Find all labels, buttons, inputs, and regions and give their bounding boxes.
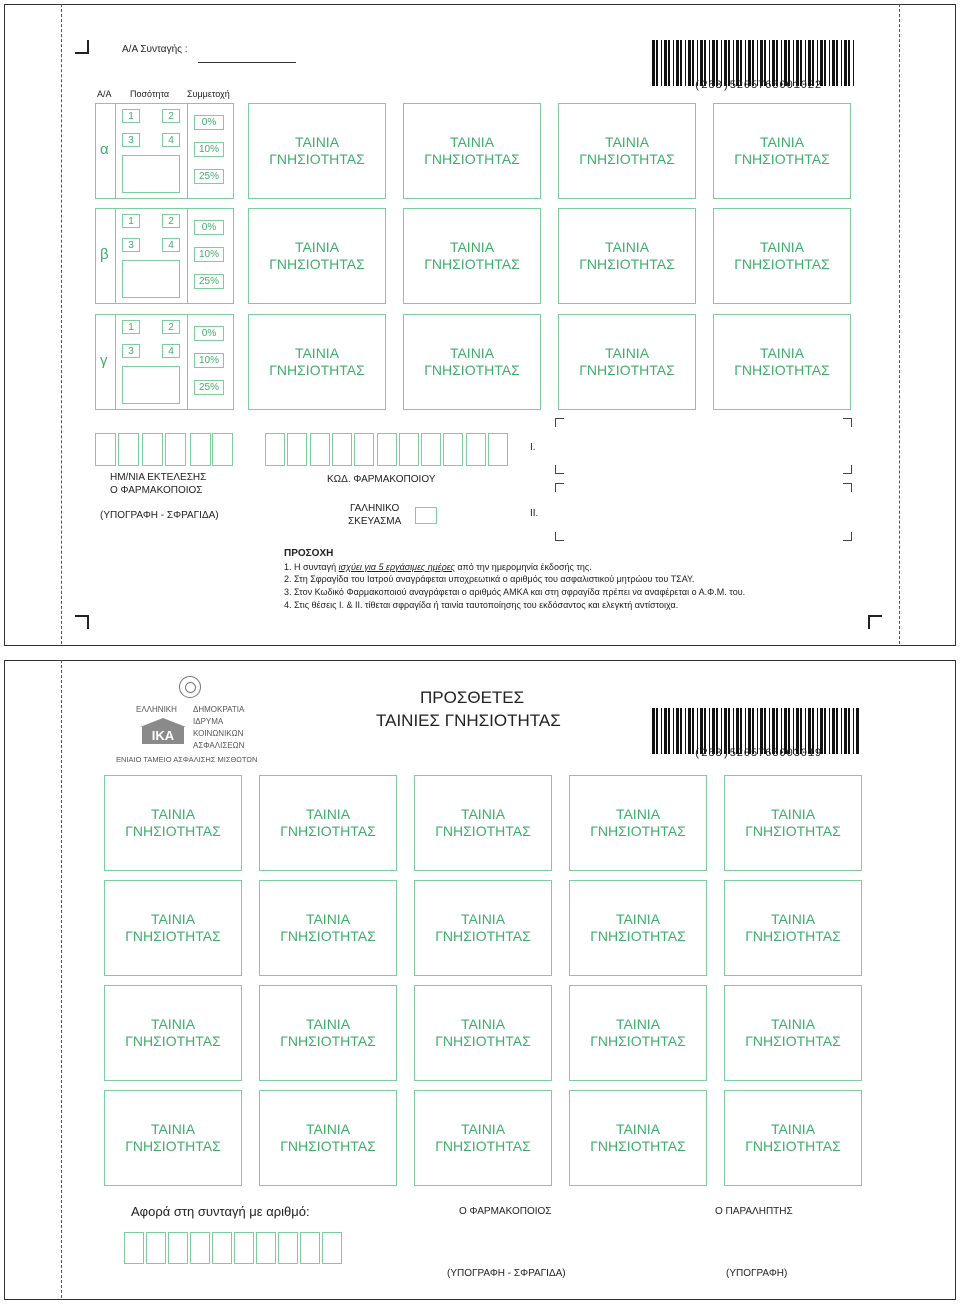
additional-authenticity-stamp	[259, 1090, 397, 1186]
participation-option-1[interactable]: 0%	[194, 326, 224, 341]
authenticity-stamp	[248, 103, 386, 199]
position-i-label: I.	[530, 442, 536, 453]
barcode-bar	[824, 40, 826, 86]
pharmacy-code-cell[interactable]	[310, 433, 330, 466]
quantity-write-box[interactable]	[122, 260, 180, 298]
stamp-text-line-1: ΤΑΙΝΙΑ	[449, 239, 495, 255]
row-letter-2: β	[100, 246, 109, 263]
stamp-text-line-1: ΤΑΙΝΙΑ	[294, 345, 340, 361]
galenic-label-1: ΓΑΛΗΝΙΚΟ	[350, 503, 400, 514]
col-header-aa: Α/Α	[97, 89, 112, 99]
pharmacy-code-cell[interactable]	[377, 433, 397, 466]
stamp-text-line-1: ΤΑΙΝΙΑ	[294, 134, 340, 150]
perforation-line-bottom-sheet	[61, 660, 62, 1298]
barcode-bar	[680, 708, 682, 754]
logo-text-foundation: ΙΔΡΥΜΑ	[193, 717, 224, 726]
participation-option-2[interactable]: 10%	[194, 142, 224, 157]
authenticity-stamp	[403, 208, 541, 304]
stamp-area-ii-tr	[843, 483, 852, 492]
additional-authenticity-stamp	[414, 985, 552, 1081]
participation-option-1[interactable]: 0%	[194, 220, 224, 235]
quantity-option-4[interactable]: 4	[162, 238, 180, 252]
barcode-bar	[668, 40, 670, 86]
row-divider-a-2	[115, 208, 116, 304]
logo-text-hellenic: ΕΛΛΗΝΙΚΗ	[136, 705, 177, 714]
crop-mark-top-left	[75, 40, 89, 54]
additional-authenticity-stamp	[414, 1090, 552, 1186]
quantity-option-1[interactable]: 1	[122, 320, 140, 334]
pharmacy-code-cell[interactable]	[399, 433, 419, 466]
ika-logo-mark: ΙΚΑ	[142, 727, 184, 744]
additional-authenticity-stamp	[724, 880, 862, 976]
pharmacy-code-cell[interactable]	[466, 433, 486, 466]
pharmacist-signature-label: (ΥΠΟΓΡΑΦΗ - ΣΦΡΑΓΙΔΑ)	[447, 1268, 566, 1279]
pharmacist-label: Ο ΦΑΡΜΑΚΟΠΟΙΟΣ	[110, 485, 203, 496]
date-digit-cell[interactable]	[118, 433, 139, 466]
stamp-text-line-2: ΓΝΗΣΙΟΤΗΤΑΣ	[579, 151, 675, 167]
stamp-text-line-1: ΤΑΙΝΙΑ	[604, 239, 650, 255]
logo-text-republic: ΔΗΜΟΚΡΑΤΙΑ	[193, 705, 245, 714]
authenticity-stamp	[558, 314, 696, 410]
stamp-text-line-2: ΓΝΗΣΙΟΤΗΤΑΣ	[734, 256, 830, 272]
barcode-bar	[832, 708, 835, 754]
stamp-area-i-tr	[843, 418, 852, 427]
notice-item-2: 2. Στη Σφραγίδα του Ιατρού αναγράφεται υποχρεωτικά ο αριθμός του ασφαλιστικού μητρώου του ΤΣΑΥ.	[284, 574, 695, 584]
stamp-text-line-2: ΓΝΗΣΙΟΤΗΤΑΣ	[435, 1033, 531, 1049]
stamp-text-line-1: ΤΑΙΝΙΑ	[305, 1121, 351, 1137]
additional-authenticity-stamp	[569, 775, 707, 871]
quantity-option-3[interactable]: 3	[122, 344, 140, 358]
row-divider-a-1	[115, 103, 116, 199]
additional-authenticity-stamp	[259, 775, 397, 871]
row-divider-b-3	[187, 314, 188, 410]
stamp-text-line-2: ΓΝΗΣΙΟΤΗΤΑΣ	[280, 1138, 376, 1154]
authenticity-stamp	[713, 103, 851, 199]
authenticity-stamp	[403, 103, 541, 199]
barcode-bar	[664, 40, 667, 86]
notice-item-4: 4. Στις θέσεις I. & II. τίθεται σφραγίδα ή ταινία ταυτοποίησης του εκδόσαντος και ελεγκτή αντίστοιχα.	[284, 600, 679, 610]
row-letter-3: γ	[100, 352, 108, 369]
notice-item-1-emphasis: ισχύει για 5 εργάσιμες ημέρες	[338, 562, 455, 572]
ika-logo	[140, 718, 186, 744]
authenticity-stamp	[403, 314, 541, 410]
pharmacy-code-cell[interactable]	[421, 433, 441, 466]
notice-title: ΠΡΟΣΟΧΗ	[284, 548, 334, 559]
stamp-text-line-1: ΤΑΙΝΙΑ	[305, 1016, 351, 1032]
barcode-bar	[836, 708, 838, 754]
stamp-text-line-2: ΓΝΗΣΙΟΤΗΤΑΣ	[280, 928, 376, 944]
stamp-text-line-1: ΤΑΙΝΙΑ	[294, 239, 340, 255]
stamp-text-line-2: ΓΝΗΣΙΟΤΗΤΑΣ	[745, 928, 841, 944]
additional-authenticity-stamp	[259, 985, 397, 1081]
stamp-text-line-2: ΓΝΗΣΙΟΤΗΤΑΣ	[424, 362, 520, 378]
stamp-text-line-1: ΤΑΙΝΙΑ	[770, 806, 816, 822]
pharmacist-signature-heading: Ο ΦΑΡΜΑΚΟΠΟΙΟΣ	[459, 1206, 552, 1217]
quantity-write-box[interactable]	[122, 366, 180, 404]
stamp-text-line-2: ΓΝΗΣΙΟΤΗΤΑΣ	[579, 256, 675, 272]
quantity-option-2[interactable]: 2	[162, 214, 180, 228]
additional-authenticity-stamp	[104, 1090, 242, 1186]
barcode-bar	[652, 708, 655, 754]
galenic-label-2: ΣΚΕΥΑΣΜΑ	[348, 516, 402, 527]
notice-item-1-post: από την ημερομηνία έκδοσής της.	[454, 562, 592, 572]
stamp-text-line-2: ΓΝΗΣΙΟΤΗΤΑΣ	[424, 151, 520, 167]
pharmacy-code-cell[interactable]	[354, 433, 374, 466]
date-digit-cell[interactable]	[212, 433, 233, 466]
signature-stamp-label: (ΥΠΟΓΡΑΦΗ - ΣΦΡΑΓΙΔΑ)	[100, 510, 219, 521]
date-digit-cell[interactable]	[142, 433, 163, 466]
prescription-number-cell[interactable]	[146, 1232, 166, 1264]
barcode-bar	[688, 708, 691, 754]
quantity-write-box[interactable]	[122, 155, 180, 193]
stamp-text-line-1: ΤΑΙΝΙΑ	[759, 345, 805, 361]
barcode-bar	[848, 40, 850, 86]
additional-authenticity-stamp	[724, 775, 862, 871]
stamp-text-line-1: ΤΑΙΝΙΑ	[770, 911, 816, 927]
stamp-text-line-1: ΤΑΙΝΙΑ	[770, 1121, 816, 1137]
row-divider-a-3	[115, 314, 116, 410]
stamp-text-line-2: ΓΝΗΣΙΟΤΗΤΑΣ	[269, 362, 365, 378]
stamp-text-line-1: ΤΑΙΝΙΑ	[460, 911, 506, 927]
date-digit-cell[interactable]	[165, 433, 186, 466]
crop-mark-bottom-right	[868, 615, 882, 629]
date-digit-cell[interactable]	[95, 433, 116, 466]
barcode-bar	[668, 708, 670, 754]
prescription-number-line	[198, 62, 296, 63]
stamp-text-line-1: ΤΑΙΝΙΑ	[615, 911, 661, 927]
stamp-text-line-1: ΤΑΙΝΙΑ	[460, 1121, 506, 1137]
barcode-bar	[844, 40, 847, 86]
prescription-number-cell[interactable]	[256, 1232, 276, 1264]
stamp-area-i-br	[843, 465, 852, 474]
recipient-signature-heading: Ο ΠΑΡΑΛΗΠΤΗΣ	[715, 1206, 793, 1217]
authenticity-stamp	[713, 314, 851, 410]
quantity-option-1[interactable]: 1	[122, 109, 140, 123]
authenticity-stamp	[713, 208, 851, 304]
stamp-text-line-2: ΓΝΗΣΙΟΤΗΤΑΣ	[435, 1138, 531, 1154]
additional-authenticity-stamp	[414, 880, 552, 976]
stamp-text-line-1: ΤΑΙΝΙΑ	[449, 134, 495, 150]
barcode-bar	[829, 40, 830, 86]
stamp-text-line-2: ΓΝΗΣΙΟΤΗΤΑΣ	[424, 256, 520, 272]
stamp-text-line-2: ΓΝΗΣΙΟΤΗΤΑΣ	[125, 1138, 221, 1154]
barcode-bar	[676, 40, 679, 86]
stamp-text-line-2: ΓΝΗΣΙΟΤΗΤΑΣ	[125, 823, 221, 839]
crop-mark-bottom-left	[75, 615, 89, 629]
barcode-bar	[656, 708, 658, 754]
participation-option-3[interactable]: 25%	[194, 274, 224, 289]
stamp-text-line-2: ΓΝΗΣΙΟΤΗΤΑΣ	[734, 151, 830, 167]
stamp-text-line-1: ΤΑΙΝΙΑ	[615, 1121, 661, 1137]
barcode-bar	[685, 708, 686, 754]
stamp-text-line-2: ΓΝΗΣΙΟΤΗΤΑΣ	[435, 823, 531, 839]
stamp-text-line-1: ΤΑΙΝΙΑ	[449, 345, 495, 361]
recipient-signature-label: (ΥΠΟΓΡΑΦΗ)	[726, 1268, 788, 1279]
barcode-bar	[664, 708, 667, 754]
date-digit-cell[interactable]	[190, 433, 211, 466]
stamp-text-line-1: ΤΑΙΝΙΑ	[460, 806, 506, 822]
stamp-text-line-2: ΓΝΗΣΙΟΤΗΤΑΣ	[745, 823, 841, 839]
additional-authenticity-stamp	[569, 880, 707, 976]
notice-item-1	[284, 562, 592, 572]
authenticity-stamp	[558, 103, 696, 199]
stamp-text-line-1: ΤΑΙΝΙΑ	[305, 911, 351, 927]
quantity-option-3[interactable]: 3	[122, 133, 140, 147]
additional-authenticity-stamp	[104, 880, 242, 976]
participation-option-2[interactable]: 10%	[194, 353, 224, 368]
barcode-bar	[676, 708, 679, 754]
stamp-area-ii-br	[843, 532, 852, 541]
quantity-option-1[interactable]: 1	[122, 214, 140, 228]
greek-emblem-icon	[179, 676, 201, 698]
stamp-text-line-2: ΓΝΗΣΙΟΤΗΤΑΣ	[435, 928, 531, 944]
galenic-checkbox[interactable]	[415, 507, 437, 524]
additional-authenticity-stamp	[414, 775, 552, 871]
participation-option-3[interactable]: 25%	[194, 380, 224, 395]
prescription-number-cell[interactable]	[168, 1232, 188, 1264]
barcode-bar	[844, 708, 847, 754]
execution-date-label: ΗΜ/ΝΙΑ ΕΚΤΕΛΕΣΗΣ	[110, 472, 207, 483]
stamp-text-line-1: ΤΑΙΝΙΑ	[759, 239, 805, 255]
stamp-text-line-2: ΓΝΗΣΙΟΤΗΤΑΣ	[590, 928, 686, 944]
stamp-text-line-1: ΤΑΙΝΙΑ	[604, 345, 650, 361]
stamp-text-line-2: ΓΝΗΣΙΟΤΗΤΑΣ	[280, 823, 376, 839]
barcode-bar	[673, 40, 674, 86]
barcode-number: (253)5205768001022	[694, 80, 822, 92]
page-title-line-2: ΤΑΙΝΙΕΣ ΓΝΗΣΙΟΤΗΤΑΣ	[376, 711, 561, 730]
prescription-number-cell[interactable]	[300, 1232, 320, 1264]
perforation-line-right	[899, 4, 900, 644]
prescription-number-cell[interactable]	[124, 1232, 144, 1264]
position-ii-label: II.	[530, 508, 539, 519]
stamp-text-line-1: ΤΑΙΝΙΑ	[150, 911, 196, 927]
stamp-text-line-2: ΓΝΗΣΙΟΤΗΤΑΣ	[734, 362, 830, 378]
stamp-text-line-1: ΤΑΙΝΙΑ	[305, 806, 351, 822]
barcode-bar	[656, 40, 658, 86]
participation-option-1[interactable]: 0%	[194, 115, 224, 130]
pharmacy-code-cell[interactable]	[488, 433, 508, 466]
stamp-text-line-2: ΓΝΗΣΙΟΤΗΤΑΣ	[269, 151, 365, 167]
stamp-text-line-2: ΓΝΗΣΙΟΤΗΤΑΣ	[579, 362, 675, 378]
pharmacy-code-cell[interactable]	[443, 433, 463, 466]
stamp-text-line-1: ΤΑΙΝΙΑ	[150, 1016, 196, 1032]
pharmacy-code-cell[interactable]	[332, 433, 352, 466]
stamp-text-line-1: ΤΑΙΝΙΑ	[759, 134, 805, 150]
col-header-quantity: Ποσότητα	[130, 89, 170, 99]
barcode-bar	[661, 708, 662, 754]
prescription-number-cell[interactable]	[212, 1232, 232, 1264]
stamp-text-line-2: ΓΝΗΣΙΟΤΗΤΑΣ	[745, 1033, 841, 1049]
pharmacy-code-cell[interactable]	[265, 433, 285, 466]
barcode-bar	[853, 708, 854, 754]
notice-item-3: 3. Στον Κωδικό Φαρμακοποιού αναγράφεται ο αριθμός ΑΜΚΑ και στη σφραγίδα πρέπει να αναφέρεται ο Α.Φ.Μ. του.	[284, 587, 746, 597]
page-title-line-1: ΠΡΟΣΘΕΤΕΣ	[420, 688, 525, 707]
barcode-bar	[836, 40, 838, 86]
authenticity-stamp	[248, 208, 386, 304]
stamp-text-line-1: ΤΑΙΝΙΑ	[460, 1016, 506, 1032]
barcode-bar	[652, 40, 655, 86]
barcode-bar	[685, 40, 686, 86]
barcode-bar	[680, 40, 682, 86]
barcode-bar	[824, 708, 826, 754]
pharmacy-code-label: ΚΩΔ. ΦΑΡΜΑΚΟΠΟΙΟΥ	[327, 474, 436, 485]
barcode-bar	[673, 708, 674, 754]
stamp-text-line-2: ΓΝΗΣΙΟΤΗΤΑΣ	[590, 1033, 686, 1049]
additional-authenticity-stamp	[104, 775, 242, 871]
barcode-bar	[841, 708, 842, 754]
stamp-text-line-2: ΓΝΗΣΙΟΤΗΤΑΣ	[125, 1033, 221, 1049]
refers-to-prescription-label: Αφορά στη συνταγή με αριθμό:	[131, 1204, 310, 1219]
participation-option-2[interactable]: 10%	[194, 247, 224, 262]
additional-authenticity-stamp	[104, 985, 242, 1081]
additional-authenticity-stamp	[569, 985, 707, 1081]
authenticity-stamp	[248, 314, 386, 410]
prescription-number-label: Α/Α Συνταγής :	[122, 44, 188, 55]
pharmacy-code-cell[interactable]	[287, 433, 307, 466]
col-header-participation: Συμμετοχή	[187, 89, 230, 99]
stamp-text-line-1: ΤΑΙΝΙΑ	[150, 806, 196, 822]
barcode-bar	[841, 40, 842, 86]
authenticity-stamp	[558, 208, 696, 304]
prescription-number-cell[interactable]	[278, 1232, 298, 1264]
stamp-text-line-1: ΤΑΙΝΙΑ	[770, 1016, 816, 1032]
row-divider-b-1	[187, 103, 188, 199]
barcode-bar	[661, 40, 662, 86]
quantity-option-3[interactable]: 3	[122, 238, 140, 252]
prescription-number-cell[interactable]	[190, 1232, 210, 1264]
prescription-number-cell[interactable]	[322, 1232, 342, 1264]
row-letter-1: α	[100, 141, 109, 158]
barcode-number-bottom: (253)5205768003019	[694, 748, 822, 760]
logo-text-social: ΚΟΙΝΩΝΙΚΩΝ	[193, 729, 244, 738]
barcode-bar	[853, 40, 854, 86]
barcode-bar	[829, 708, 830, 754]
participation-option-3[interactable]: 25%	[194, 169, 224, 184]
quantity-option-4[interactable]: 4	[162, 133, 180, 147]
stamp-area-ii-tl	[555, 483, 564, 492]
prescription-number-cell[interactable]	[234, 1232, 254, 1264]
barcode-bar	[688, 40, 691, 86]
logo-text-insurance: ΑΣΦΑΛΙΣΕΩΝ	[193, 741, 245, 750]
stamp-text-line-2: ΓΝΗΣΙΟΤΗΤΑΣ	[745, 1138, 841, 1154]
stamp-text-line-1: ΤΑΙΝΙΑ	[604, 134, 650, 150]
additional-authenticity-stamp	[724, 985, 862, 1081]
additional-authenticity-stamp	[259, 880, 397, 976]
stamp-area-i-bl	[555, 465, 564, 474]
notice-item-1-pre: 1. Η συνταγή	[284, 562, 339, 572]
additional-authenticity-stamp	[569, 1090, 707, 1186]
perforation-line-left	[61, 4, 62, 644]
barcode-bar	[848, 708, 850, 754]
stamp-text-line-2: ΓΝΗΣΙΟΤΗΤΑΣ	[590, 823, 686, 839]
stamp-area-ii-bl	[555, 532, 564, 541]
stamp-text-line-1: ΤΑΙΝΙΑ	[150, 1121, 196, 1137]
stamp-text-line-2: ΓΝΗΣΙΟΤΗΤΑΣ	[590, 1138, 686, 1154]
stamp-area-i-tl	[555, 418, 564, 427]
stamp-text-line-2: ΓΝΗΣΙΟΤΗΤΑΣ	[269, 256, 365, 272]
barcode-bar	[832, 40, 835, 86]
stamp-text-line-1: ΤΑΙΝΙΑ	[615, 1016, 661, 1032]
quantity-option-4[interactable]: 4	[162, 344, 180, 358]
stamp-text-line-2: ΓΝΗΣΙΟΤΗΤΑΣ	[280, 1033, 376, 1049]
stamp-text-line-2: ΓΝΗΣΙΟΤΗΤΑΣ	[125, 928, 221, 944]
quantity-option-2[interactable]: 2	[162, 320, 180, 334]
barcode-bar	[856, 708, 859, 754]
quantity-option-2[interactable]: 2	[162, 109, 180, 123]
additional-authenticity-stamp	[724, 1090, 862, 1186]
logo-text-fund: ΕΝΙΑΙΟ ΤΑΜΕΙΟ ΑΣΦΑΛΙΣΗΣ ΜΙΣΘΩΤΩΝ	[116, 755, 258, 764]
stamp-text-line-1: ΤΑΙΝΙΑ	[615, 806, 661, 822]
row-divider-b-2	[187, 208, 188, 304]
